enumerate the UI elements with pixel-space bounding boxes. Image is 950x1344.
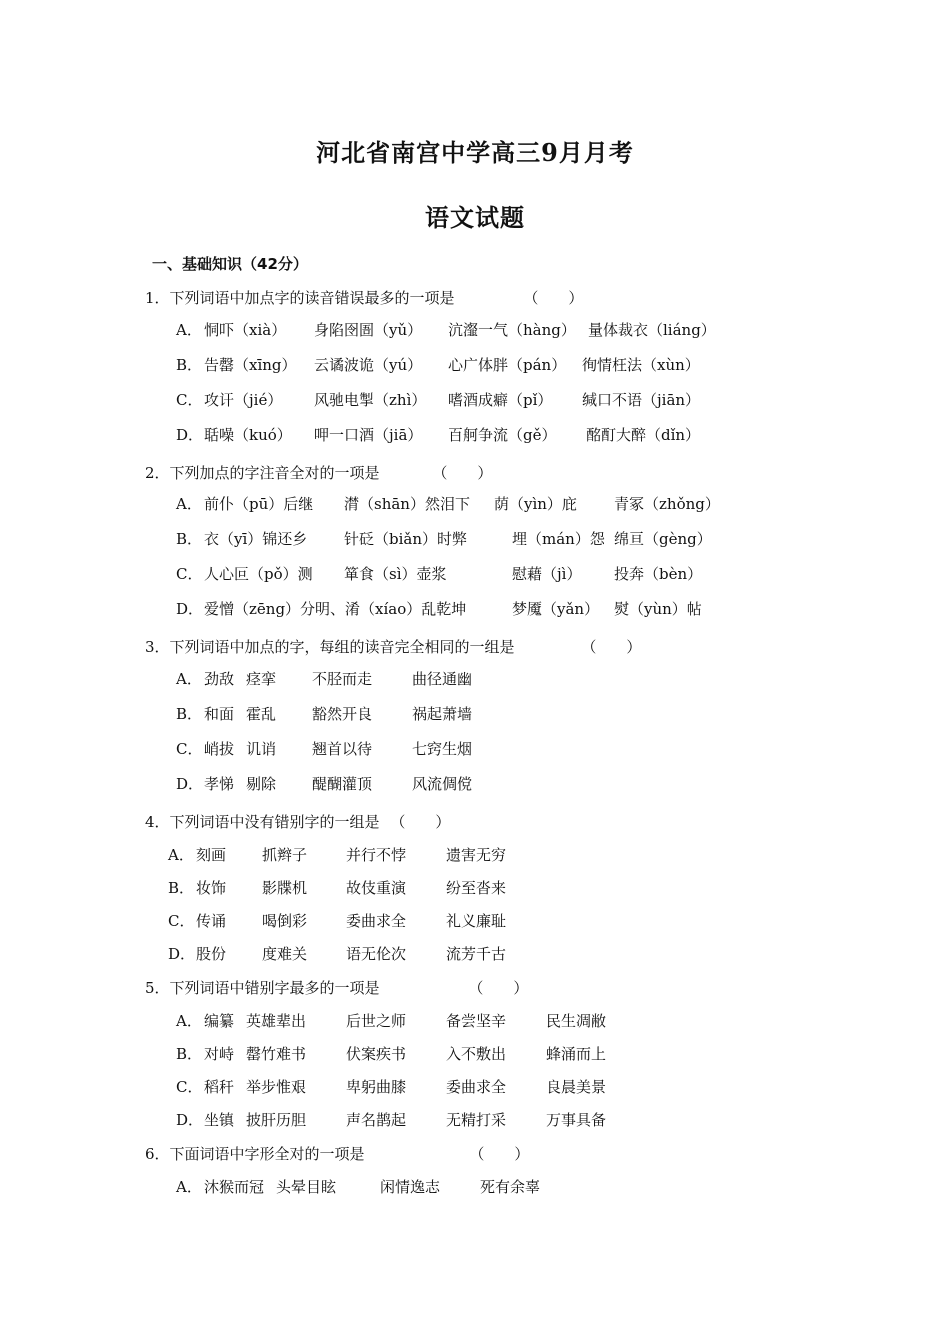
- option-row: [176, 563, 702, 584]
- option-item: 后世之师: [346, 1012, 407, 1030]
- option-row: [176, 1010, 606, 1031]
- question-4-stem: [145, 811, 450, 832]
- option-item: 委曲求全: [446, 1078, 507, 1096]
- option-item: 缄口不语（jiān）: [582, 391, 701, 409]
- option-item: 潸（shān）然泪下: [344, 495, 470, 513]
- option-item: 投奔（bèn）: [614, 565, 703, 583]
- question-stem-text: 4．下列词语中没有错别字的一组是: [145, 813, 380, 831]
- option-label: A．: [176, 1178, 202, 1196]
- option-item: 慰藉（jì）: [512, 565, 582, 583]
- option-item: 闲情逸志: [380, 1178, 441, 1196]
- option-item: 万事具备: [546, 1111, 607, 1129]
- option-label: D．: [176, 1111, 204, 1129]
- option-item: 衣（yī）锦还乡: [204, 530, 308, 548]
- option-item: 恫吓（xià）: [204, 321, 287, 339]
- exam-subtitle: 语文试题: [425, 203, 525, 232]
- option-item: 祸起萧墙: [412, 705, 473, 723]
- option-item: 披肝历胆: [246, 1111, 307, 1129]
- option-item: 埋（mán）怨: [512, 530, 605, 548]
- option-item: 伏案疾书: [346, 1045, 407, 1063]
- option-item: 故伎重演: [346, 879, 407, 897]
- question-stem-text: 3．下列词语中加点的字，每组的读音完全相同的一组是: [145, 638, 515, 656]
- option-item: 爱憎（zēng）分明、淆（xíao）乱乾坤: [204, 600, 467, 618]
- option-item: 嗜酒成癖（pǐ）: [448, 391, 553, 409]
- option-item: 熨（yùn）帖: [614, 600, 702, 618]
- option-label: C．: [168, 912, 195, 930]
- option-item: 举步惟艰: [246, 1078, 307, 1096]
- option-row: [176, 389, 700, 410]
- option-label: B．: [176, 356, 203, 374]
- answer-blank: （ ）: [469, 1145, 530, 1163]
- option-label: D．: [176, 600, 204, 618]
- option-item: 并行不悖: [346, 846, 407, 864]
- option-item: 荫（yìn）庇: [494, 495, 577, 513]
- section-heading: 一、基础知识（42分）: [152, 255, 308, 273]
- option-item: 稻秆: [204, 1078, 235, 1096]
- option-row: [176, 738, 472, 759]
- option-label: D．: [176, 426, 204, 444]
- question-6-stem: [145, 1143, 529, 1164]
- option-item: 遗害无穷: [446, 846, 507, 864]
- question-stem-text: 6．下面词语中字形全对的一项是: [145, 1145, 365, 1163]
- option-item: 民生凋敝: [546, 1012, 607, 1030]
- option-item: 坐镇: [204, 1111, 235, 1129]
- option-item: 攻讦（jié）: [204, 391, 283, 409]
- option-label: B．: [176, 530, 203, 548]
- option-item: 沐猴而冠: [204, 1178, 265, 1196]
- option-item: 人心叵（pǒ）测: [204, 565, 313, 583]
- option-item: 死有余辜: [480, 1178, 541, 1196]
- option-label: C．: [176, 1078, 203, 1096]
- option-row: [176, 703, 472, 724]
- option-item: 百舸争流（gě）: [448, 426, 557, 444]
- option-label: C．: [176, 565, 203, 583]
- option-row: [176, 354, 700, 375]
- answer-blank: （ ）: [523, 289, 584, 307]
- option-label: B．: [176, 705, 203, 723]
- option-item: 纷至沓来: [446, 879, 507, 897]
- option-row: [176, 598, 702, 619]
- option-item: 度难关: [262, 945, 308, 963]
- option-label: B．: [168, 879, 195, 897]
- option-item: 劲敌: [204, 670, 235, 688]
- option-row: [176, 668, 472, 689]
- option-item: 梦魇（yǎn）: [512, 600, 600, 618]
- option-label: A．: [176, 670, 202, 688]
- option-item: 痉挛: [246, 670, 277, 688]
- option-row: [176, 1043, 606, 1064]
- option-item: 妆饰: [196, 879, 227, 897]
- option-item: 豁然开良: [312, 705, 373, 723]
- option-label: D．: [168, 945, 196, 963]
- option-row: [168, 844, 506, 865]
- option-item: 身陷囹圄（yǔ）: [314, 321, 423, 339]
- option-item: 良晨美景: [546, 1078, 607, 1096]
- option-row: [176, 424, 700, 445]
- option-item: 语无伦次: [346, 945, 407, 963]
- question-1-stem: [145, 287, 583, 308]
- option-item: 风流倜傥: [412, 775, 473, 793]
- option-item: 和面: [204, 705, 235, 723]
- option-label: A．: [168, 846, 194, 864]
- option-item: 七窍生烟: [412, 740, 473, 758]
- option-item: 委曲求全: [346, 912, 407, 930]
- option-item: 蜂涌而上: [546, 1045, 607, 1063]
- option-row: [176, 773, 472, 794]
- option-item: 罄竹难书: [246, 1045, 307, 1063]
- option-item: 对峙: [204, 1045, 235, 1063]
- option-item: 沆瀣一气（hàng）: [448, 321, 576, 339]
- option-row: [176, 1076, 606, 1097]
- option-item: 曲径通幽: [412, 670, 473, 688]
- question-2-stem: [145, 462, 492, 483]
- option-item: 备尝坚辛: [446, 1012, 507, 1030]
- option-item: 编纂: [204, 1012, 235, 1030]
- option-item: 声名鹊起: [346, 1111, 407, 1129]
- option-item: 心广体胖（pán）: [448, 356, 567, 374]
- answer-blank: （ ）: [468, 979, 529, 997]
- question-stem-text: 5．下列词语中错别字最多的一项是: [145, 979, 380, 997]
- answer-blank: （ ）: [390, 813, 451, 831]
- question-stem-text: 2．下列加点的字注音全对的一项是: [145, 464, 380, 482]
- option-label: C．: [176, 391, 203, 409]
- option-item: 青冢（zhǒng）: [614, 495, 720, 513]
- question-3-stem: [145, 636, 641, 657]
- option-label: B．: [176, 1045, 203, 1063]
- option-item: 卑躬曲膝: [346, 1078, 407, 1096]
- answer-blank: （ ）: [581, 638, 642, 656]
- option-item: 针砭（biǎn）时弊: [344, 530, 468, 548]
- option-item: 头晕目眩: [276, 1178, 337, 1196]
- option-item: 刻画: [196, 846, 227, 864]
- option-row: [168, 877, 506, 898]
- exam-title: 河北省南宫中学高三9月月考: [316, 138, 634, 167]
- option-item: 翘首以待: [312, 740, 373, 758]
- option-item: 风驰电掣（zhì）: [314, 391, 427, 409]
- option-row: [176, 528, 712, 549]
- option-row: [176, 1176, 540, 1197]
- option-label: C．: [176, 740, 203, 758]
- option-item: 徇情枉法（xùn）: [582, 356, 700, 374]
- option-item: 礼义廉耻: [446, 912, 507, 930]
- option-item: 英雄辈出: [246, 1012, 307, 1030]
- option-item: 前仆（pū）后继: [204, 495, 314, 513]
- option-label: A．: [176, 321, 202, 339]
- answer-blank: （ ）: [432, 464, 493, 482]
- option-item: 不胫而走: [312, 670, 373, 688]
- option-item: 绵亘（gèng）: [614, 530, 712, 548]
- option-item: 量体裁衣（liáng）: [588, 321, 716, 339]
- option-row: [168, 910, 506, 931]
- option-item: 箪食（sì）壶浆: [344, 565, 447, 583]
- question-5-stem: [145, 977, 528, 998]
- option-item: 云谲波诡（yú）: [314, 356, 423, 374]
- option-item: 告罄（xīng）: [204, 356, 297, 374]
- option-item: 霍乱: [246, 705, 277, 723]
- option-item: 剔除: [246, 775, 277, 793]
- option-item: 影牒机: [262, 879, 308, 897]
- option-item: 传诵: [196, 912, 227, 930]
- option-item: 峭拔: [204, 740, 235, 758]
- option-label: A．: [176, 495, 202, 513]
- option-label: A．: [176, 1012, 202, 1030]
- option-item: 流芳千古: [446, 945, 507, 963]
- option-row: [176, 319, 716, 340]
- option-item: 聒噪（kuó）: [204, 426, 292, 444]
- option-item: 无精打采: [446, 1111, 507, 1129]
- option-row: [176, 1109, 606, 1130]
- option-item: 呷一口酒（jiā）: [314, 426, 423, 444]
- option-item: 喝倒彩: [262, 912, 308, 930]
- option-item: 酩酊大醉（dǐn）: [586, 426, 701, 444]
- option-item: 入不敷出: [446, 1045, 507, 1063]
- option-row: [168, 943, 506, 964]
- option-item: 讥诮: [246, 740, 277, 758]
- option-label: D．: [176, 775, 204, 793]
- option-item: 孝悌: [204, 775, 235, 793]
- option-item: 股份: [196, 945, 227, 963]
- question-stem-text: 1．下列词语中加点字的读音错误最多的一项是: [145, 289, 455, 307]
- option-row: [176, 493, 720, 514]
- option-item: 抓辫子: [262, 846, 308, 864]
- option-item: 醍醐灌顶: [312, 775, 373, 793]
